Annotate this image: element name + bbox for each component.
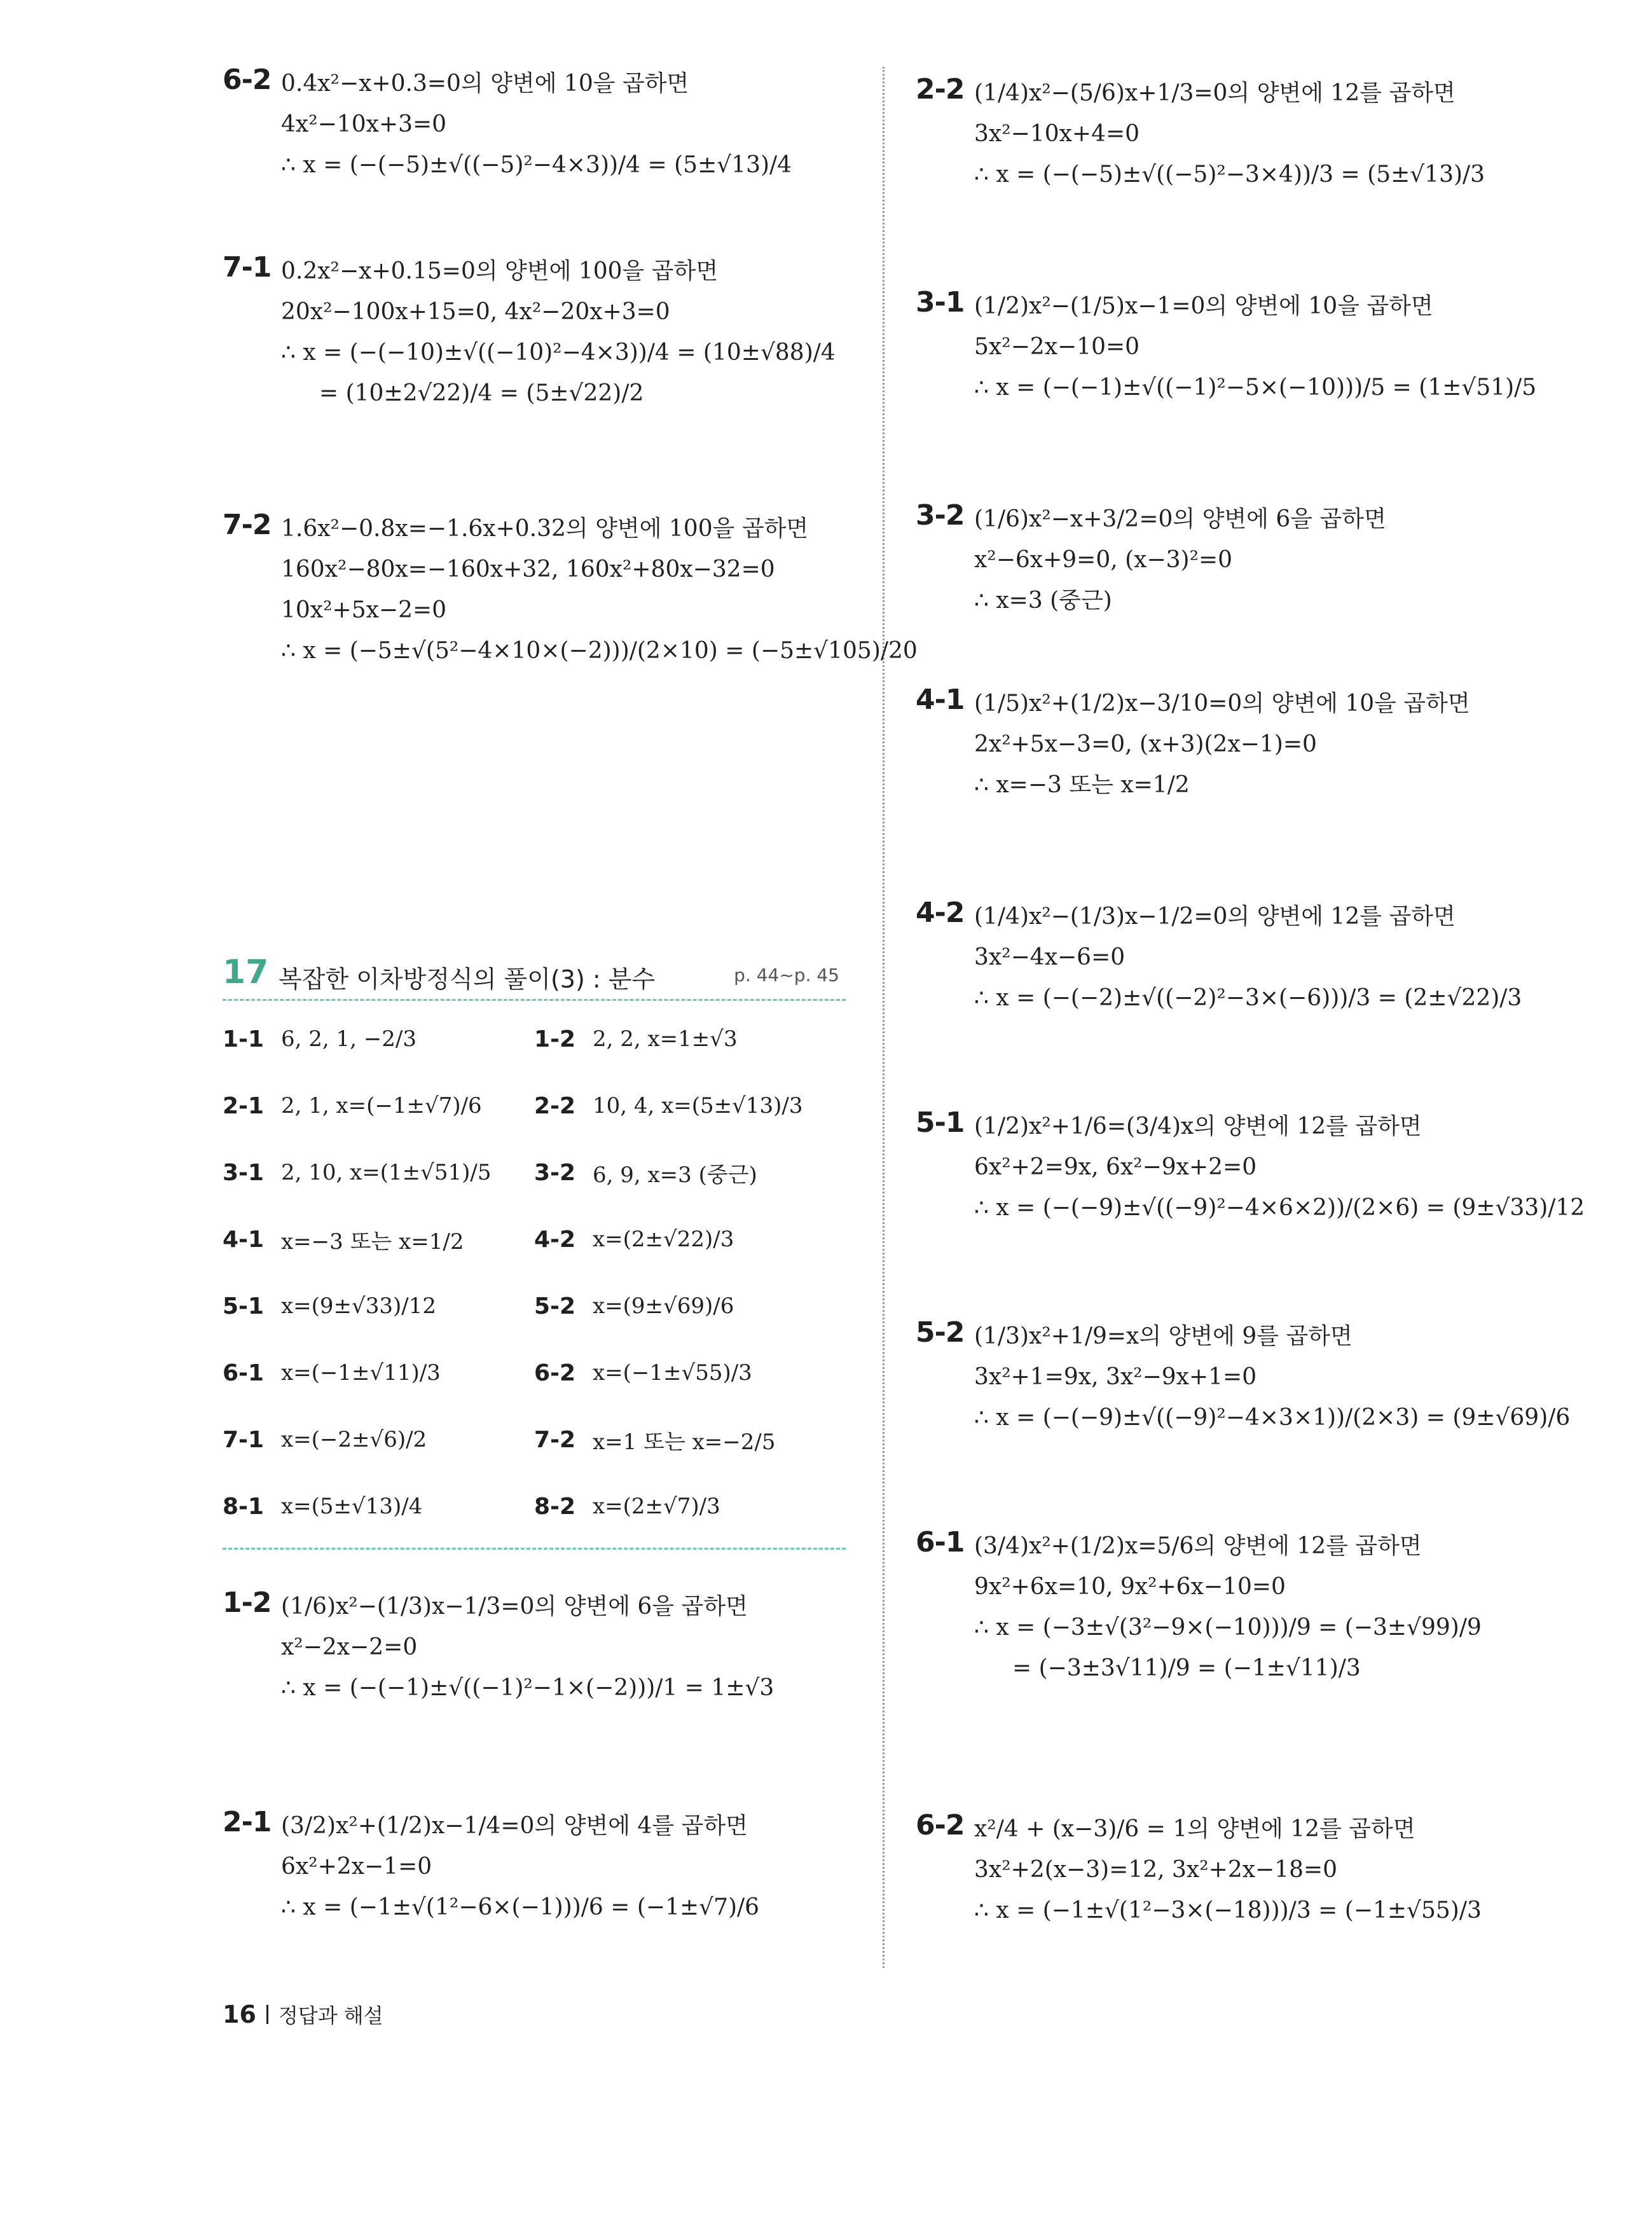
solution-line: (1/2)x²−(1/5)x−1=0의 양변에 10을 곱하면 [974, 293, 1433, 319]
solution-line: ∴ x = (−(−5)±√((−5)²−4×3))/4 = (5±√13)/4 [281, 152, 792, 178]
solution-line: 6x²+2x−1=0 [281, 1854, 432, 1880]
solution-line: ∴ x = (−1±√(1²−6×(−1)))/6 = (−1±√7)/6 [281, 1894, 760, 1920]
solution-line: 3x²+2(x−3)=12, 3x²+2x−18=0 [974, 1857, 1338, 1883]
solution-line: (1/6)x²−x+3/2=0의 양변에 6을 곱하면 [974, 506, 1386, 532]
problem-number: 5-1 [916, 1106, 965, 1139]
answer-item [223, 1214, 464, 1265]
answer-label: 6-1 [223, 1359, 265, 1386]
answer-value: x=−3 또는 x=1/2 [281, 1229, 464, 1255]
solution-line: ∴ x = (−5±√(5²−4×10×(−2)))/(2×10) = (−5±√105)/20 [281, 638, 918, 664]
solution-line: = (−3±3√11)/9 = (−1±√11)/3 [1012, 1655, 1361, 1681]
answer-value: 2, 2, x=1±√3 [593, 1026, 738, 1052]
page-number: 16 [223, 2000, 256, 2028]
answer-value: 10, 4, x=(5±√13)/3 [593, 1093, 803, 1118]
section-pages: p. 44~p. 45 [734, 965, 839, 986]
problem-body [974, 73, 1564, 195]
solution-line: 3x²−10x+4=0 [974, 121, 1140, 147]
problem-body [974, 1526, 1564, 1689]
problem-number: 4-1 [916, 684, 965, 716]
solution-line: (1/5)x²+(1/2)x−3/10=0의 양변에 10을 곱하면 [974, 691, 1470, 717]
solution-line: 0.4x²−x+0.3=0의 양변에 10을 곱하면 [281, 71, 689, 97]
problem-number: 6-1 [916, 1526, 965, 1559]
section-number: 17 [223, 953, 269, 991]
answer-label: 8-2 [534, 1493, 576, 1520]
answer-label: 3-2 [534, 1159, 576, 1186]
problem-number: 2-1 [223, 1806, 272, 1838]
answer-label: 2-1 [223, 1092, 265, 1119]
solution-line: ∴ x=3 (중근) [974, 588, 1112, 614]
answer-item [223, 1481, 422, 1532]
problem-number: 6-2 [223, 64, 272, 96]
problem-body [974, 499, 1564, 621]
answer-value: x=(−1±√55)/3 [593, 1360, 752, 1386]
answer-value: 6, 9, x=3 (중근) [593, 1162, 757, 1188]
answer-item [223, 1414, 427, 1465]
solution-line: 1.6x²−0.8x=−1.6x+0.32의 양변에 100을 곱하면 [281, 516, 809, 542]
answer-value: x=(−1±√11)/3 [281, 1360, 441, 1386]
problem-number: 7-1 [223, 251, 272, 284]
solution-line: 4x²−10x+3=0 [281, 111, 447, 137]
problem-number: 3-2 [916, 499, 965, 532]
problem-number: 7-2 [223, 509, 272, 541]
problem-body [281, 64, 858, 186]
problem-body [974, 286, 1564, 408]
section-17 [223, 951, 846, 1550]
answer-value: x=(2±√22)/3 [593, 1227, 734, 1252]
solution-line: ∴ x = (−3±√(3²−9×(−10)))/9 = (−3±√99)/9 [974, 1614, 1482, 1641]
solution-line: (1/3)x²+1/9=x의 양변에 9를 곱하면 [974, 1323, 1353, 1349]
answer-label: 4-2 [534, 1226, 576, 1253]
solution-line: (1/4)x²−(1/3)x−1/2=0의 양변에 12를 곱하면 [974, 904, 1456, 930]
answer-item [534, 1481, 720, 1532]
solution-line: = (10±2√22)/4 = (5±√22)/2 [319, 380, 644, 406]
solution-line: 6x²+2=9x, 6x²−9x+2=0 [974, 1154, 1257, 1180]
column-divider [883, 67, 885, 1968]
answer-grid [223, 1001, 846, 1550]
answer-label: 5-1 [223, 1293, 265, 1319]
answer-value: x=(−2±√6)/2 [281, 1427, 427, 1452]
solution-line: 3x²−4x−6=0 [974, 944, 1125, 970]
answer-label: 2-2 [534, 1092, 576, 1119]
problem-number: 1-2 [223, 1586, 272, 1619]
answer-item [534, 1347, 752, 1398]
solution-line: 160x²−80x=−160x+32, 160x²+80x−32=0 [281, 556, 775, 582]
problem-body [974, 684, 1564, 806]
problem-number: 3-1 [916, 286, 965, 319]
answer-label: 7-1 [223, 1426, 265, 1453]
solution-line: 5x²−2x−10=0 [974, 334, 1140, 360]
solution-line: ∴ x = (−(−1)±√((−1)²−1×(−2)))/1 = 1±√3 [281, 1675, 774, 1701]
answer-item [534, 1281, 734, 1332]
answer-label: 7-2 [534, 1426, 576, 1453]
problem-body [281, 1806, 858, 1928]
answer-value: x=(9±√69)/6 [593, 1293, 734, 1319]
answer-item [223, 1080, 482, 1131]
answer-label: 8-1 [223, 1493, 265, 1520]
problem-body [974, 1316, 1571, 1438]
solution-line: ∴ x=−3 또는 x=1/2 [974, 772, 1190, 798]
problem-number: 6-2 [916, 1809, 965, 1841]
answer-value: x=(2±√7)/3 [593, 1494, 720, 1519]
solution-line: 10x²+5x−2=0 [281, 597, 447, 623]
answer-value: x=(5±√13)/4 [281, 1494, 423, 1519]
problem-body [281, 251, 858, 414]
solution-line: (1/2)x²+1/6=(3/4)x의 양변에 12를 곱하면 [974, 1113, 1422, 1139]
answer-item [534, 1214, 734, 1265]
problem-body [281, 1586, 858, 1709]
answer-item [534, 1080, 802, 1131]
section-title: 복잡한 이차방정식의 풀이(3) : 분수 [279, 965, 656, 993]
solution-line: ∴ x = (−(−1)±√((−1)²−5×(−10)))/5 = (1±√51)/5 [974, 375, 1537, 401]
answer-item [223, 1347, 441, 1398]
solution-line: (3/2)x²+(1/2)x−1/4=0의 양변에 4를 곱하면 [281, 1813, 748, 1839]
problem-number: 4-2 [916, 897, 965, 929]
answer-item [223, 1281, 436, 1332]
answer-value: 6, 2, 1, −2/3 [281, 1026, 416, 1052]
answer-item [534, 1147, 757, 1198]
solution-line: ∴ x = (−(−9)±√((−9)²−4×6×2))/(2×6) = (9±√33)/12 [974, 1195, 1585, 1221]
answer-label: 1-2 [534, 1026, 576, 1052]
problem-body [974, 1106, 1585, 1229]
answer-item [223, 1147, 491, 1198]
problem-body [974, 897, 1564, 1019]
solution-line: 0.2x²−x+0.15=0의 양변에 100을 곱하면 [281, 258, 719, 284]
footer-divider [266, 2005, 268, 2024]
problem-body [281, 509, 918, 671]
problem-number: 2-2 [916, 73, 965, 106]
solution-line: (1/4)x²−(5/6)x+1/3=0의 양변에 12를 곱하면 [974, 80, 1456, 106]
problem-body [974, 1809, 1564, 1931]
solution-line: 9x²+6x=10, 9x²+6x−10=0 [974, 1574, 1286, 1600]
answer-item [534, 1414, 775, 1465]
answer-label: 6-2 [534, 1359, 576, 1386]
answer-label: 1-1 [223, 1026, 265, 1052]
footer-text: 정답과 해설 [278, 2004, 383, 2028]
answer-value: 2, 10, x=(1±√51)/5 [281, 1160, 492, 1185]
solution-line: 3x²+1=9x, 3x²−9x+1=0 [974, 1364, 1257, 1390]
solution-line: ∴ x = (−1±√(1²−3×(−18)))/3 = (−1±√55)/3 [974, 1897, 1482, 1924]
solution-line: 20x²−100x+15=0, 4x²−20x+3=0 [281, 299, 670, 325]
answer-label: 3-1 [223, 1159, 265, 1186]
page-footer [223, 2000, 383, 2029]
answer-label: 4-1 [223, 1226, 265, 1253]
solution-line: ∴ x = (−(−5)±√((−5)²−3×4))/3 = (5±√13)/3 [974, 162, 1485, 188]
solution-line: ∴ x = (−(−10)±√((−10)²−4×3))/4 = (10±√88)/4 [281, 340, 836, 366]
answer-item [534, 1014, 738, 1064]
answer-value: x=(9±√33)/12 [281, 1293, 436, 1319]
answer-value: 2, 1, x=(−1±√7)/6 [281, 1093, 482, 1118]
section-header [223, 951, 846, 1001]
solution-line: 2x²+5x−3=0, (x+3)(2x−1)=0 [974, 731, 1317, 757]
answer-item [223, 1014, 416, 1064]
solution-line: ∴ x = (−(−9)±√((−9)²−4×3×1))/(2×3) = (9±√69)/6 [974, 1405, 1571, 1431]
solution-line: x²/4 + (x−3)/6 = 1의 양변에 12를 곱하면 [974, 1816, 1415, 1842]
solution-line: (3/4)x²+(1/2)x=5/6의 양변에 12를 곱하면 [974, 1533, 1422, 1559]
answer-value: x=1 또는 x=−2/5 [593, 1429, 776, 1455]
solution-line: (1/6)x²−(1/3)x−1/3=0의 양변에 6을 곱하면 [281, 1593, 748, 1620]
solution-line: ∴ x = (−(−2)±√((−2)²−3×(−6)))/3 = (2±√22)/3 [974, 985, 1522, 1011]
problem-number: 5-2 [916, 1316, 965, 1349]
answer-label: 5-2 [534, 1293, 576, 1319]
solution-line: x²−6x+9=0, (x−3)²=0 [974, 547, 1233, 573]
solution-line: x²−2x−2=0 [281, 1634, 418, 1660]
